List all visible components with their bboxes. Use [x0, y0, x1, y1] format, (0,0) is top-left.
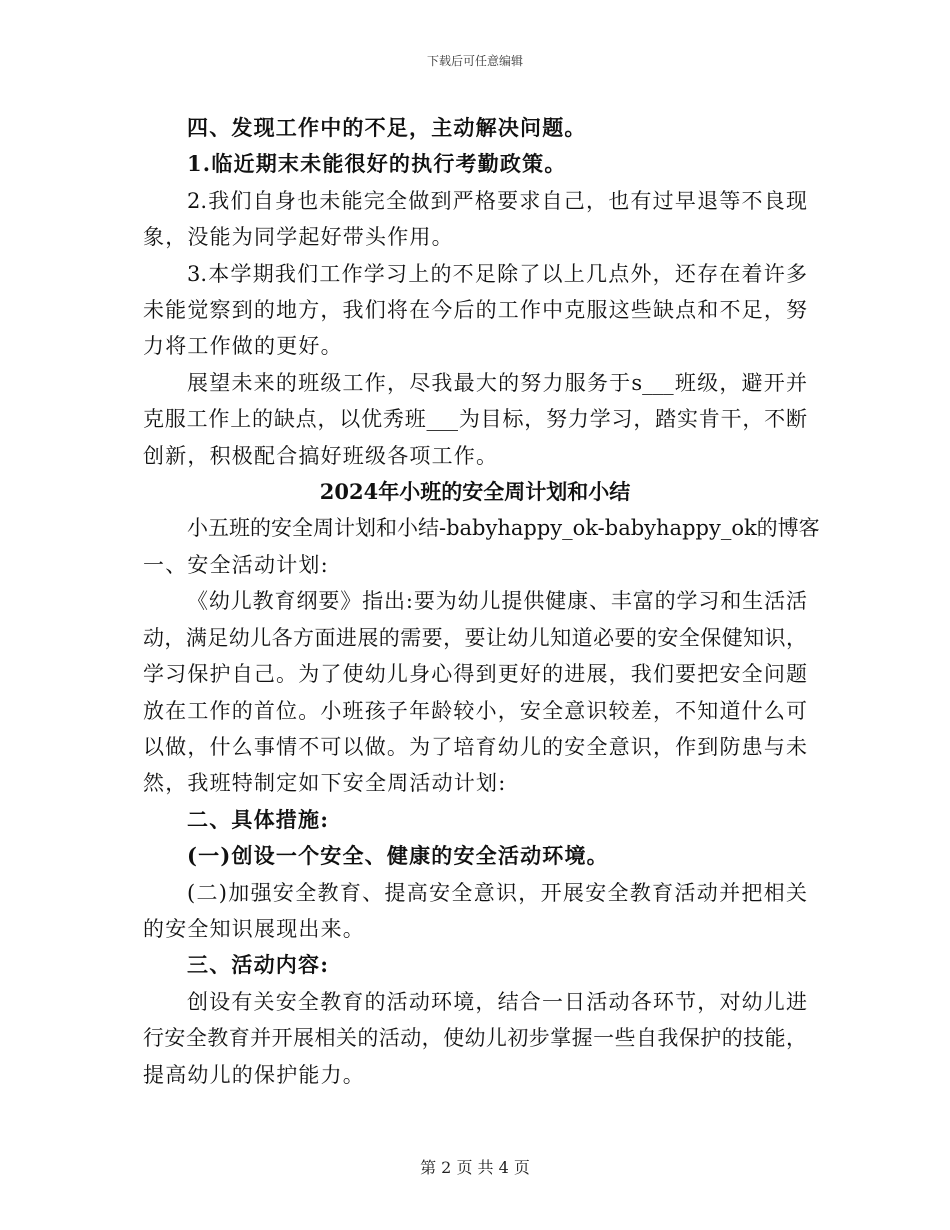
paragraph-line: 象，没能为同学起好带头作用。 [143, 225, 454, 250]
paragraph-line: 的安全知识展现出来。 [143, 916, 365, 941]
paragraph-line: 《幼儿教育纲要》指出:要为幼儿提供健康、丰富的学习和生活活 [187, 589, 807, 614]
paragraph-line: 创新，积极配合搞好班级各项工作。 [143, 443, 499, 468]
document-body [143, 110, 820, 1093]
paragraph-line: 行安全教育并开展相关的活动，使幼儿初步掌握一些自我保护的技能， [143, 1026, 807, 1051]
list-item-1: 1.临近期末未能很好的执行考勤政策。 [187, 151, 567, 177]
paragraph-line: 然，我班特制定如下安全周活动计划: [143, 771, 507, 796]
paragraph-line: 提高幼儿的保护能力。 [143, 1062, 365, 1087]
page-header-note: 下载后可任意编辑 [426, 54, 523, 68]
paragraph-line: 学习保护自己。为了使幼儿身心得到更好的进展，我们要把安全问题 [143, 662, 807, 687]
section-heading-4: 四、发现工作中的不足，主动解决问题。 [187, 115, 587, 140]
paragraph-line: 3.本学期我们工作学习上的不足除了以上几点外，还存在着许多 [187, 261, 807, 286]
measure-item-1: (一)创设一个安全、健康的安全活动环境。 [187, 843, 609, 869]
page-footer: 第 2 页 共 4 页 [420, 1158, 530, 1177]
paragraph-line: 力将工作做的更好。 [143, 334, 343, 359]
paragraph-line: 动，满足幼儿各方面进展的需要，要让幼儿知道必要的安全保健知识， [143, 625, 807, 650]
paragraph-line: 以做，什么事情不可以做。为了培育幼儿的安全意识，作到防患与未 [143, 734, 807, 759]
paragraph-line: 克服工作上的缺点，以优秀班___为目标，努力学习，踏实肯干，不断 [143, 407, 807, 432]
paragraph-line: 创设有关安全教育的活动环境，结合一日活动各环节，对幼儿进 [187, 989, 807, 1014]
paragraph-line: 展望未来的班级工作，尽我最大的努力服务于s___班级，避开并 [187, 370, 807, 395]
paragraph-line: (二)加强安全教育、提高安全意识，开展安全教育活动并把相关 [187, 880, 807, 905]
paragraph-line: 未能觉察到的地方，我们将在今后的工作中克服这些缺点和不足，努 [143, 298, 807, 323]
section-heading-3: 三、活动内容: [187, 952, 330, 978]
subtitle-line: 小五班的安全周计划和小结-babyhappy_ok-babyhappy_ok的博客 [187, 516, 820, 541]
section-heading-2: 二、具体措施: [187, 806, 330, 832]
paragraph-line: 放在工作的首位。小班孩子年龄较小，安全意识较差，不知道什么可 [143, 698, 807, 723]
paragraph-line: 2.我们自身也未能完全做到严格要求自己，也有过早退等不良现 [187, 188, 807, 213]
section-heading-1: 一、安全活动计划: [143, 552, 329, 577]
document-title: 2024年小班的安全周计划和小结 [319, 479, 631, 505]
